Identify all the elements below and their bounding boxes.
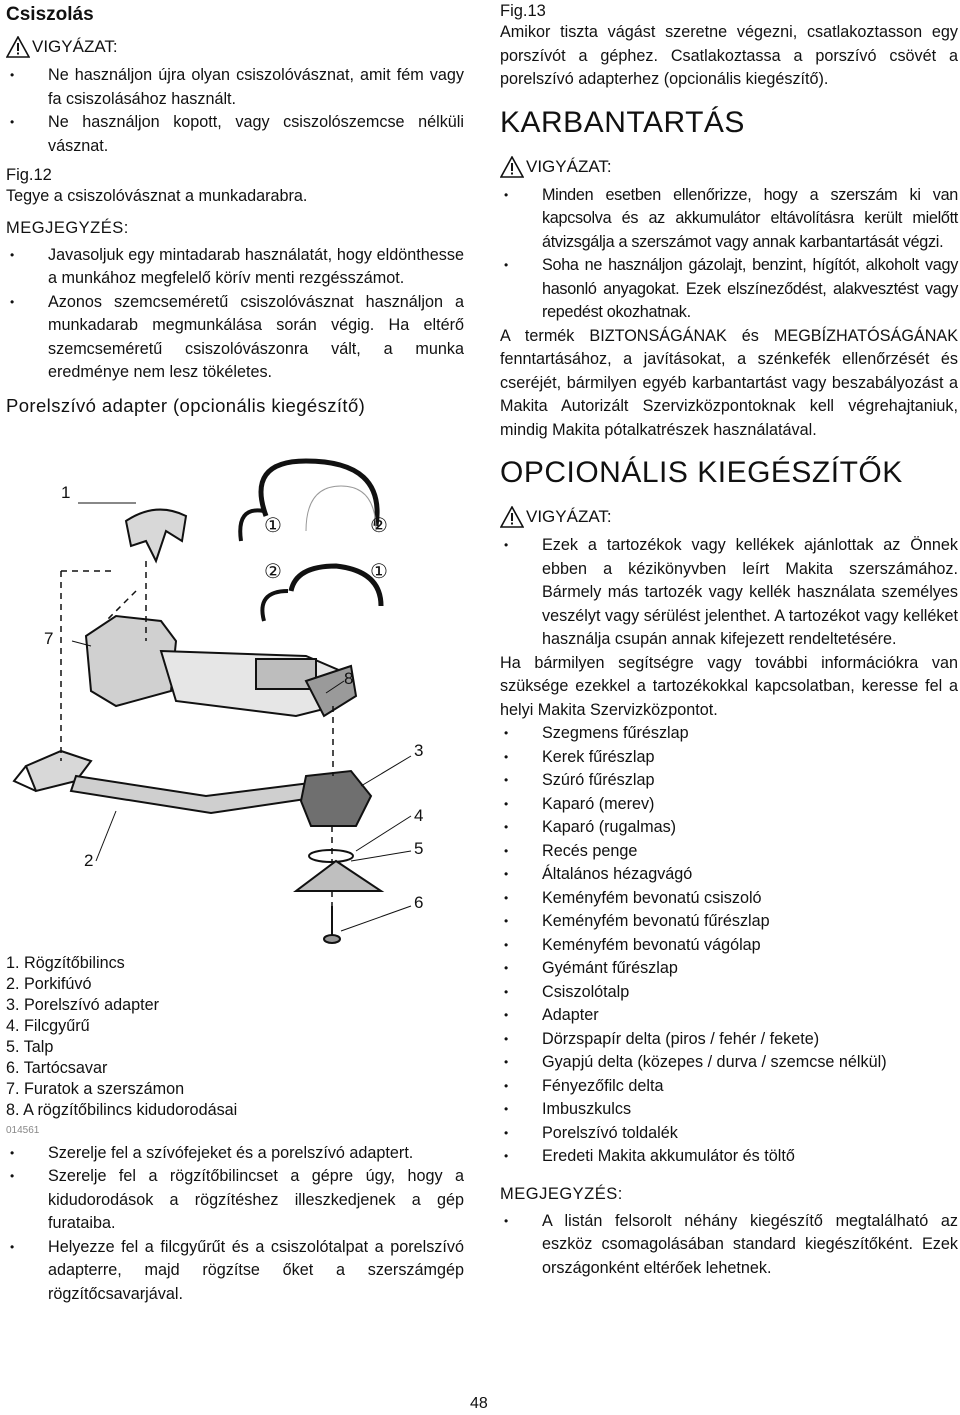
optional-warning-list [500,534,958,652]
warning-list [6,64,464,158]
list-item: • Keményfém bevonatú vágólap [500,934,958,958]
list-item: • Dörzspapír delta (piros / fehér / fekete) [500,1028,958,1052]
list-item: • Szerelje fel a szívófejeket és a porelszívó adaptert. [6,1142,464,1166]
maintenance-paragraph: A termék BIZTONSÁGÁNAK és MEGBÍZHATÓSÁGÁNAK fenntartásához, a javításokat, a szénkefék ellenőrzését és cseréjét, bármilyen egyéb karbantartást vagy beszabályozást a Makita Autorizált Szervizközpontoknak kell végrehajtaniuk, mindig Makita pótalkatrészek használatával. [500,326,958,439]
legend-item: 1. Rögzítőbilincs [6,953,125,972]
callout-3: 3 [414,740,424,760]
fig13-text: Amikor tiszta vágást szeretne végezni, csatlakoztasson egy porszívót a géphez. Csatlakoztassa a porszívó csövét a porelszívó adapterhez (opcionális kiegészítő). [500,23,958,88]
list-item: • Szegmens fűrészlap [500,722,958,746]
list-item: • Szerelje fel a rögzítőbilincset a gépre úgy, hogy a kidudorodások a rögzítéshez illeszkedjenek a gép furataiba. [6,1165,464,1236]
accessories-list [500,722,958,1169]
callout-4: 4 [414,805,424,825]
right-column [500,0,958,1280]
list-item: • Soha ne használjon gázolajt, benzint, hígítót, alkoholt vagy hasonló anyagokat. Ezek elszíneződést, alakvesztést vagy repedést okozhatnak. [500,254,958,325]
fig12-text: Tegye a csiszolóvásznat a munkadarabra. [6,187,308,205]
circled-marker: ① [370,560,388,583]
maintenance-warning-list [500,184,958,325]
legend-item: 8. A rögzítőbilincs kidudorodásai [6,1100,238,1119]
circled-marker: ① [264,514,282,537]
legend-item: 4. Filcgyűrű [6,1016,90,1035]
figure-legend [6,953,464,1121]
circled-marker: ② [370,514,388,537]
warning-triangle-icon [500,156,524,178]
list-item: • Gyémánt fűrészlap [500,957,958,981]
optional-paragraph: Ha bármilyen segítségre vagy további információkra van szüksége ezekkel a tartozékokkal kapcsolatban, keresse fel a helyi Makita Szervizközpontot. [500,653,958,719]
list-item: • Adapter [500,1004,958,1028]
list-item: • Szúró fűrészlap [500,769,958,793]
warning-heading [6,36,464,58]
note-heading: MEGJEGYZÉS: [6,218,129,237]
list-item: • Ne használjon kopott, vagy csiszolószemcse nélküli vásznat. [6,111,464,158]
steps-list [6,1142,464,1307]
list-item: • Eredeti Makita akkumulátor és töltő [500,1145,958,1169]
legend-item: 6. Tartócsavar [6,1058,108,1077]
warning-label: VIGYÁZAT: [32,37,118,56]
note-list [6,244,464,385]
maintenance-warning-heading [500,156,958,178]
callout-8: 8 [344,668,354,688]
list-item: • Porelszívó toldalék [500,1122,958,1146]
list-item: • Csiszolótalp [500,981,958,1005]
callout-5: 5 [414,838,424,858]
figure-code: 014561 [6,1124,40,1136]
list-item: • Ezek a tartozékok vagy kellékek ajánlottak az Önnek ebben a kézikönyvben leírt Makita szerszámához. Bármely más tartozék vagy kellék használata személyes veszélyt vagy sérülést jelenthet. A tartozékot vagy kelléket használja csupán annak kifejezett rendeltetésére. [500,534,958,652]
fig13-label: Fig.13 [500,2,546,20]
list-item: • Javasoljuk egy mintadarab használatát, hogy eldönthesse a munkához megfelelő körív menti rezgésszámot. [6,244,464,291]
legend-item: 2. Porkifúvó [6,974,92,993]
maintenance-heading: KARBANTARTÁS [500,105,745,139]
legend-item: 5. Talp [6,1037,54,1056]
section-title-grinding: Csiszolás [6,4,94,25]
callout-6: 6 [414,892,424,912]
page-number: 48 [470,1395,488,1412]
list-item: • Kerek fűrészlap [500,746,958,770]
list-item: • Imbuszkulcs [500,1098,958,1122]
right-note-list [500,1210,958,1281]
adapter-heading: Porelszívó adapter (opcionális kiegészítő) [6,394,366,416]
list-item: • A listán felsorolt néhány kiegészítő megtalálható az eszköz csomagolásában standard kiegészítőként. Ezek országonként eltérőek lehetnek. [500,1210,958,1281]
legend-item: 7. Furatok a szerszámon [6,1079,185,1098]
right-note-heading: MEGJEGYZÉS: [500,1184,623,1203]
warning-triangle-icon [6,36,30,58]
list-item: • Ne használjon újra olyan csiszolóvásznat, amit fém vagy fa csiszolásához használt. [6,64,464,111]
list-item: • Keményfém bevonatú csiszoló [500,887,958,911]
warning-label: VIGYÁZAT: [526,156,612,176]
left-column [6,0,464,1306]
list-item: • Kaparó (rugalmas) [500,816,958,840]
adapter-diagram [6,431,464,949]
fig12-label: Fig.12 [6,166,52,184]
optional-accessories-heading: OPCIONÁLIS KIEGÉSZÍTŐK [500,456,903,489]
optional-warning-heading [500,506,958,528]
list-item: • Általános hézagvágó [500,863,958,887]
list-item: • Helyezze fel a filcgyűrűt és a csiszolótalpat a porelszívó adapterre, majd rögzítse őket a szerszámgép rögzítőcsavarjával. [6,1236,464,1307]
adapter-figure [6,431,464,949]
warning-triangle-icon [500,506,524,528]
warning-label: VIGYÁZAT: [526,507,612,526]
callout-7: 7 [44,628,54,648]
circled-marker: ② [264,560,282,583]
list-item: • Minden esetben ellenőrizze, hogy a szerszám ki van kapcsolva és az akkumulátor eltávolításra került mielőtt átvizsgálja a szerszámot vagy annak karbantartását végzi. [500,184,958,255]
list-item: • Azonos szemcseméretű csiszolóvásznat használjon a munkadarab megmunkálása során végig. Ha eltérő szemcseméretű csiszolóvászonra vált, a munka eredménye nem lesz tökéletes. [6,291,464,385]
list-item: • Gyapjú delta (közepes / durva / szemcse nélkül) [500,1051,958,1075]
list-item: • Recés penge [500,840,958,864]
list-item: • Fényezőfilc delta [500,1075,958,1099]
callout-2: 2 [84,850,94,870]
list-item: • Kaparó (merev) [500,793,958,817]
list-item: • Keményfém bevonatú fűrészlap [500,910,958,934]
legend-item: 3. Porelszívó adapter [6,995,159,1014]
callout-1: 1 [61,482,71,502]
